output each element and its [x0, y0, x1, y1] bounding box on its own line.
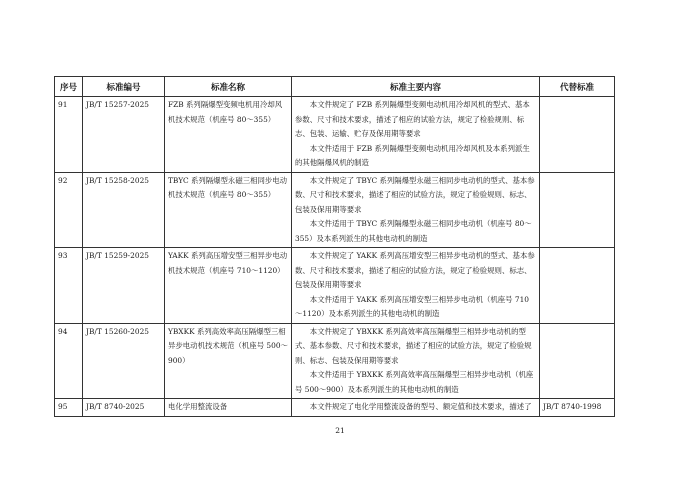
row-no: 95	[55, 399, 83, 417]
row-replaces	[540, 248, 615, 324]
header-code: 标准编号	[83, 77, 165, 97]
row-name: YBXKK 系列高效率高压隔爆型三相异步电动机技术规范（机座号 500～900）	[165, 323, 292, 399]
table-row	[55, 323, 615, 399]
row-name: YAKK 系列高压增安型三相异步电动机技术规范（机座号 710～1120）	[165, 248, 292, 324]
row-content	[292, 97, 540, 173]
standards-table-container	[54, 76, 614, 417]
table-header-row	[55, 77, 615, 97]
row-content	[292, 172, 540, 248]
row-name: TBYC 系列隔爆型永磁三相同步电动机技术规范（机座号 80～355）	[165, 172, 292, 248]
header-content: 标准主要内容	[292, 77, 540, 97]
row-code: JB/T 8740-2025	[83, 399, 165, 417]
row-name: 电化学用整流设备	[165, 399, 292, 417]
row-no: 92	[55, 172, 83, 248]
table-row	[55, 97, 615, 173]
table-row	[55, 172, 615, 248]
header-no: 序号	[55, 77, 83, 97]
table-row	[55, 248, 615, 324]
row-content	[292, 323, 540, 399]
row-no: 91	[55, 97, 83, 173]
table-row	[55, 399, 615, 417]
content-paragraph: 本文件规定了 YBXKK 系列高效率高压隔爆型三相异步电动机的型式、基本参数、尺寸和技术要求，描述了相应的试验方法，规定了检验规则、标志、包装及保用期等要求	[295, 326, 532, 365]
row-no: 94	[55, 323, 83, 399]
content-paragraph: 本文件规定了 FZB 系列隔爆型变频电动机用冷却风机的型式、基本参数、尺寸和技术要求，描述了相应的试验方法，规定了检验规则、标志、包装、运输、贮存及保用期等要求	[295, 100, 530, 138]
row-replaces	[540, 97, 615, 173]
row-code: JB/T 15260-2025	[83, 323, 165, 399]
content-paragraph: 本文件适用于 FZB 系列隔爆型变频电动机用冷却风机及本系列派生的其他隔爆风机的制造	[295, 143, 530, 167]
content-paragraph: 本文件适用于 YAKK 系列高压增安型三相异步电动机（机座号 710～1120）及本系列派生的其他电动机的制造	[295, 294, 530, 318]
content-paragraph: 本文件适用于 YBXKK 系列高效率高压隔爆型三相异步电动机（机座号 500～900）及本系列派生的其他电动机的制造	[295, 370, 534, 394]
row-replaces	[540, 172, 615, 248]
row-content	[292, 399, 540, 417]
content-paragraph: 本文件适用于 TBYC 系列隔爆型永磁三相同步电动机（机座号 80～355）及本系列派生的其他电动机的制造	[295, 219, 532, 243]
content-paragraph: 本文件规定了电化学用整流设备的型号、额定值和技术要求，描述了	[309, 402, 532, 411]
row-code: JB/T 15258-2025	[83, 172, 165, 248]
header-name: 标准名称	[165, 77, 292, 97]
header-replaces: 代替标准	[540, 77, 615, 97]
row-replaces	[540, 323, 615, 399]
content-paragraph: 本文件规定了 YAKK 系列高压增安型三相异步电动机的型式、基本参数、尺寸和技术要求，描述了相应的试验方法，规定了检验规则、标志、包装及保用期等要求	[295, 251, 535, 289]
page-number: 21	[335, 426, 345, 435]
row-no: 93	[55, 248, 83, 324]
row-replaces: JB/T 8740-1998	[540, 399, 615, 417]
content-paragraph: 本文件规定了 TBYC 系列隔爆型永磁三相同步电动机的型式、基本参数、尺寸和技术要求，描述了相应的试验方法，规定了检验规则、标志、包装及保用期等要求	[295, 175, 535, 214]
row-name: FZB 系列隔爆型变频电机用冷却风机技术规范（机座号 80～355）	[165, 97, 292, 173]
row-code: JB/T 15259-2025	[83, 248, 165, 324]
standards-table	[54, 76, 615, 417]
row-code: JB/T 15257-2025	[83, 97, 165, 173]
row-content	[292, 248, 540, 324]
